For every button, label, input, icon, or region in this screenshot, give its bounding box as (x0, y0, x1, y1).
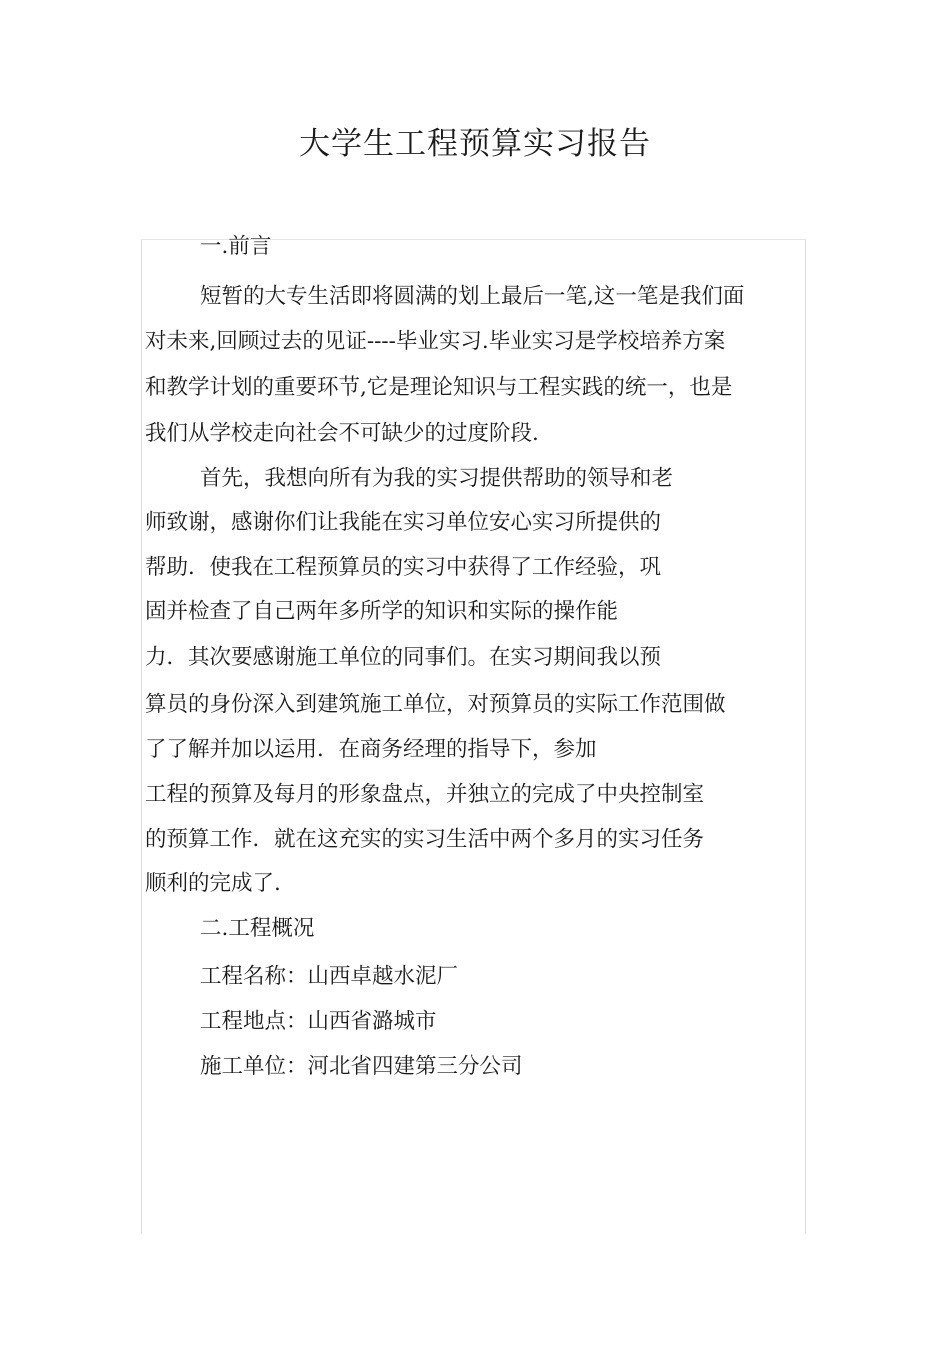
paragraph-line: 首先，我想向所有为我的实习提供帮助的领导和老 (200, 466, 674, 491)
paragraph-line: 我们从学校走向社会不可缺少的过度阶段. (145, 421, 539, 446)
paragraph-line: 帮助．使我在工程预算员的实习中获得了工作经验，巩 (145, 555, 662, 580)
section-heading-preface: 一.前言 (200, 234, 272, 259)
paragraph-line: 的预算工作．就在这充实的实习生活中两个多月的实习任务 (145, 827, 705, 852)
section-heading-overview: 二.工程概况 (200, 916, 315, 941)
project-location-field: 工程地点：山西省潞城市 (200, 1009, 437, 1034)
paragraph-line: 算员的身份深入到建筑施工单位，对预算员的实际工作范围做 (145, 692, 726, 717)
paragraph-line: 师致谢，感谢你们让我能在实习单位安心实习所提供的 (145, 510, 662, 535)
paragraph-line: 短暂的大专生活即将圆满的划上最后一笔,这一笔是我们面 (200, 284, 745, 309)
paragraph-line: 工程的预算及每月的形象盘点，并独立的完成了中央控制室 (145, 782, 705, 807)
project-name-field: 工程名称：山西卓越水泥厂 (200, 964, 459, 989)
paragraph-line: 顺利的完成了. (145, 871, 281, 896)
construction-unit-field: 施工单位：河北省四建第三分公司 (200, 1054, 523, 1079)
paragraph-line: 力．其次要感谢施工单位的同事们。在实习期间我以预 (145, 645, 662, 670)
paragraph-line: 固并检查了自己两年多所学的知识和实际的操作能 (145, 599, 619, 624)
paragraph-line: 和教学计划的重要环节,它是理论知识与工程实践的统一，也是 (145, 375, 733, 400)
paragraph-line: 对未来,回顾过去的见证----毕业实习.毕业实习是学校培养方案 (145, 329, 726, 354)
document-title: 大学生工程预算实习报告 (299, 126, 651, 162)
paragraph-line: 了了解并加以运用．在商务经理的指导下，参加 (145, 737, 597, 762)
